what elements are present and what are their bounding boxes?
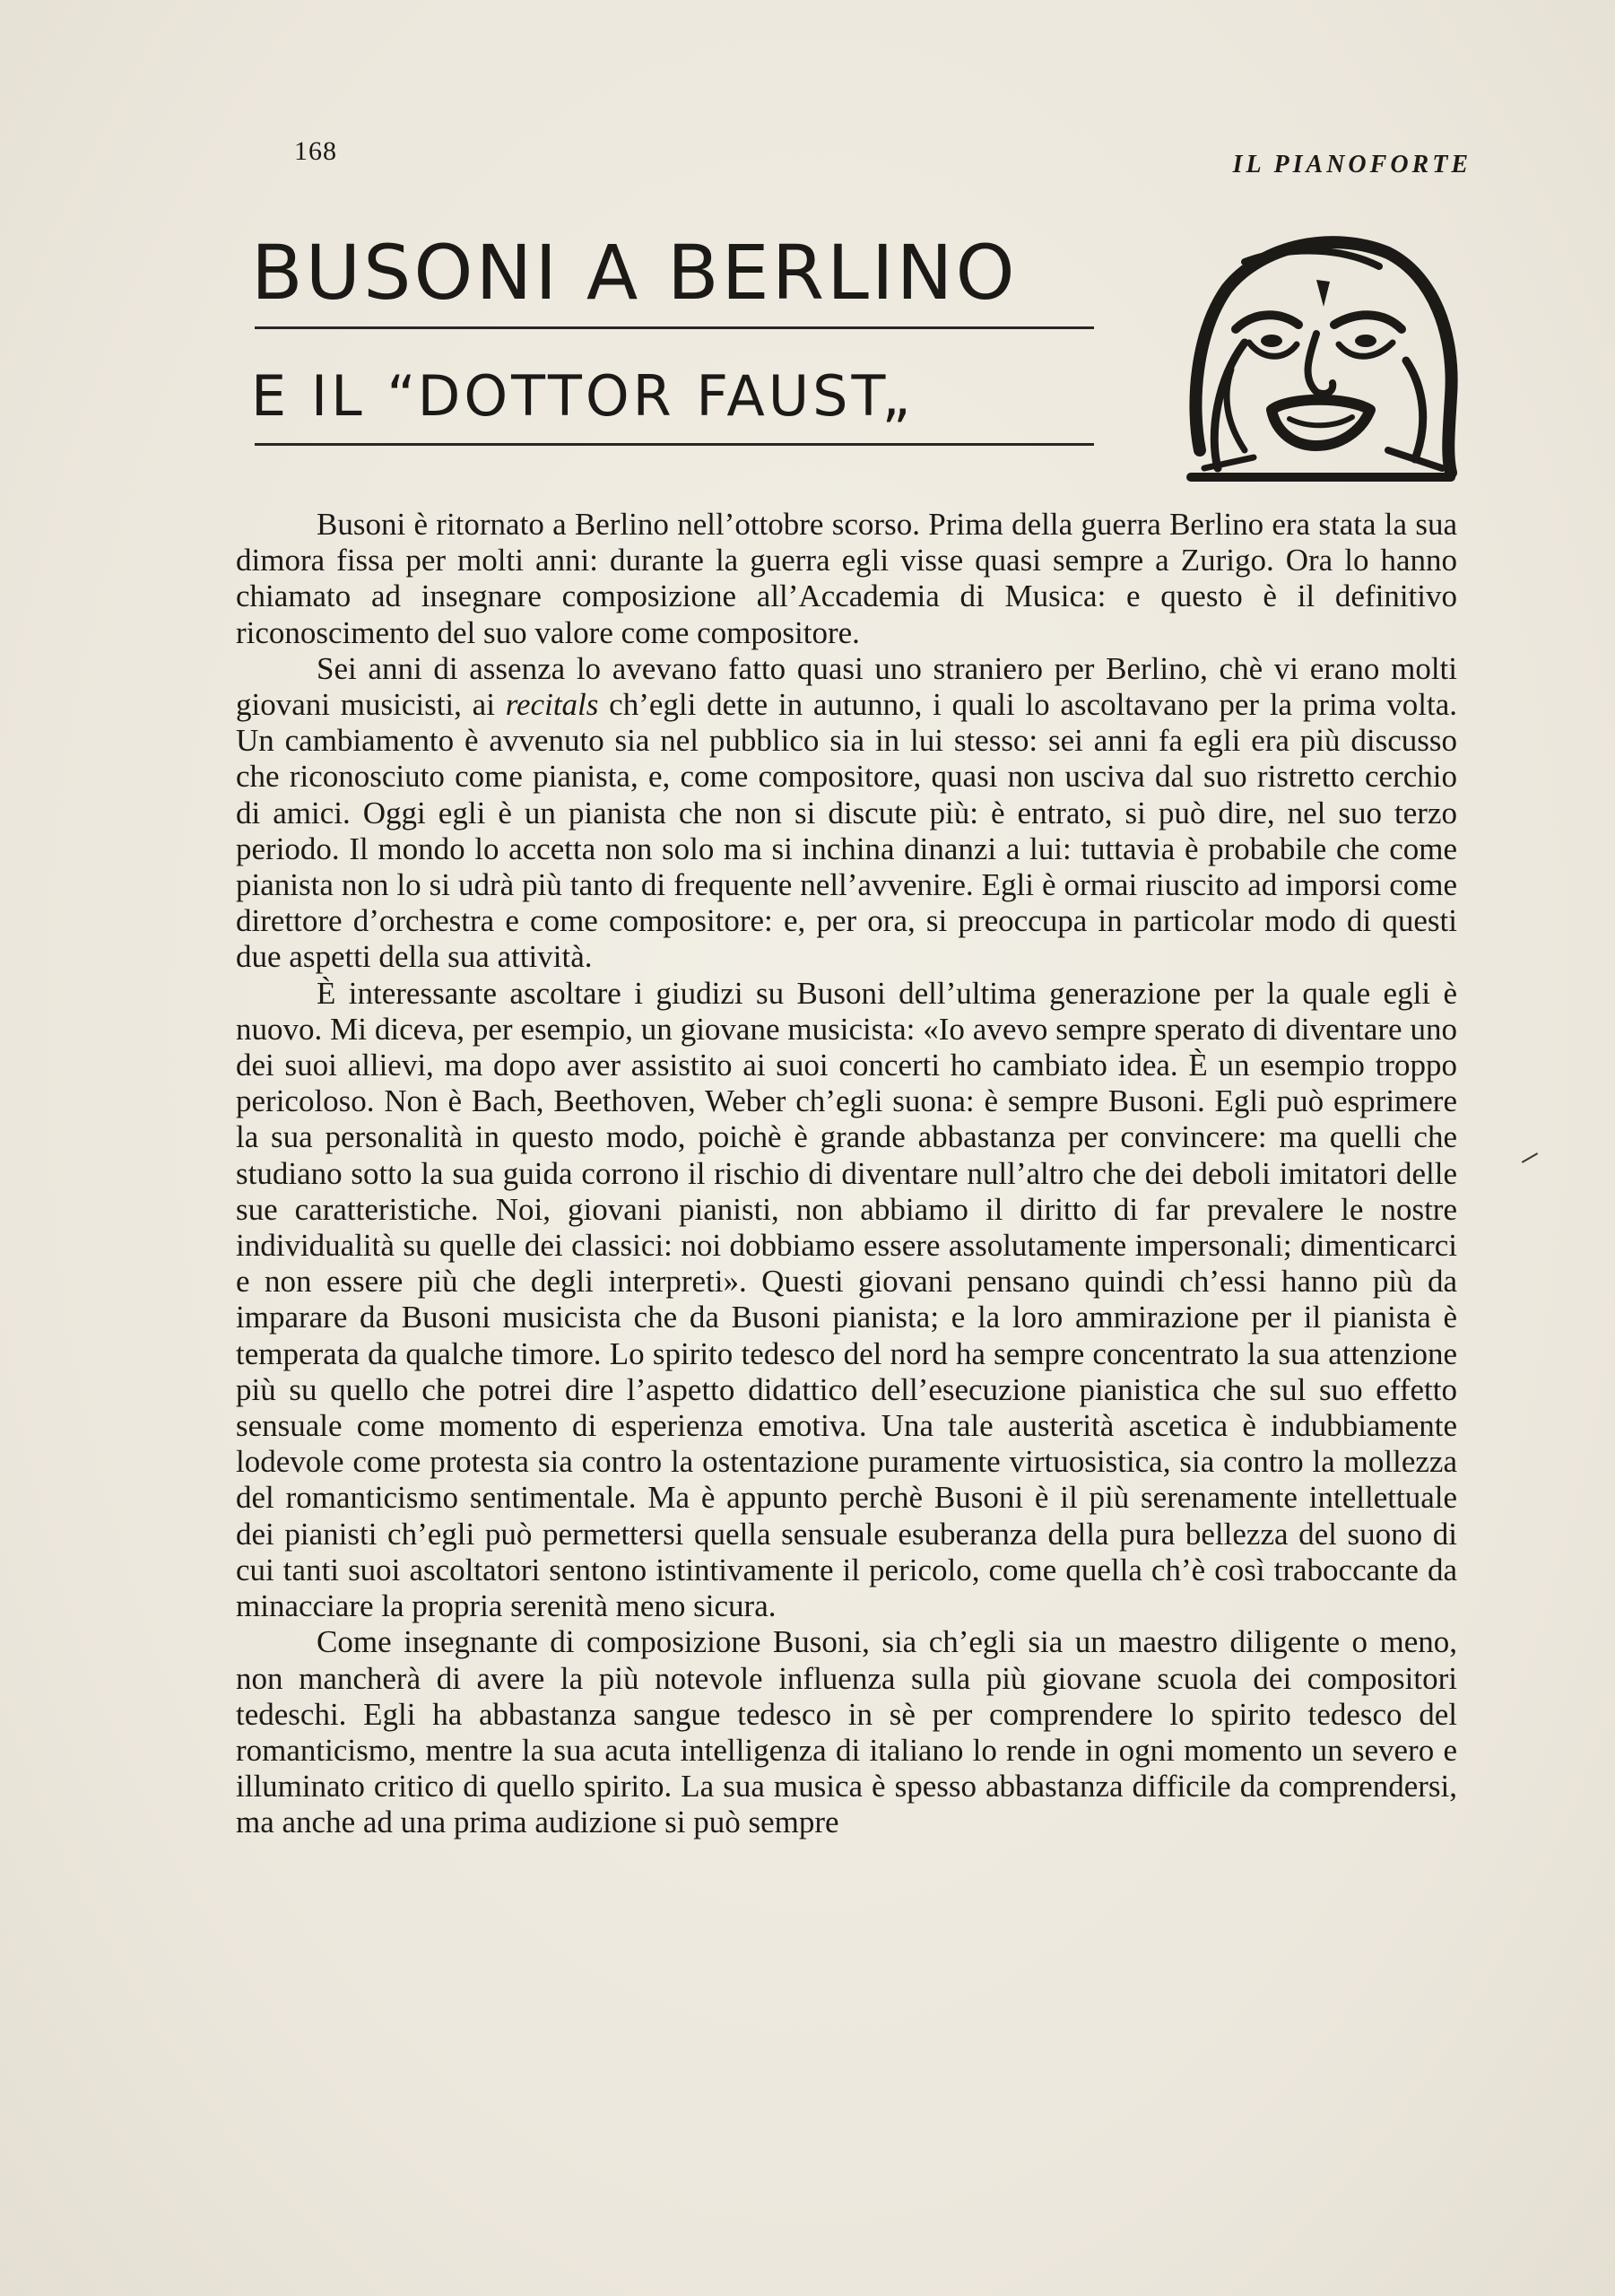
paragraph: È interessante ascoltare i giudizi su Busoni dell’ultima generazione per la quale egli è nuovo. Mi diceva, per esempio, un giovane musicista: «Io avevo sempre sperato di diventare uno dei suoi allievi, ma dopo aver assistito ai suoi concerti ho cambiato idea. È un esempio troppo pericoloso. Non è Bach, Beethoven, Weber ch’egli suona: è sempre Busoni. Egli può esprimere la sua personalità in questo modo, poichè è grande abbastanza per convincere: ma quelli che studiano sotto la sua guida corrono il rischio di diventare null’altro che dei deboli imitatori delle sue caratteristiche. Noi, giovani pianisti, non abbiamo il diritto di far prevalere le nostre individualità su quelle dei classici: noi dobbiamo essere assolutamente impersonali; dimenticarci e non essere più che degli interpreti». Questi giovani pensano quindi ch’essi hanno più da imparare da Busoni musicista che da Busoni pianista; e la loro ammirazione per il pianista è temperata da qualche timore. Lo spirito tedesco del nord ha sempre concentrato la sua attenzione più su quello che potrei dire l’aspetto didattico dell’esecuzione pianistica che sul suo effetto sensuale come momento di esperienza emotiva. Una tale austerità ascetica è indubbiamente lodevole come protesta sia contro la ostentazione puramente virtuosistica, sia contro la mollezza del romanticismo sentimentale. Ma è appunto perchè Busoni è il più serenamente intellettuale dei pianisti ch’egli può permettersi quella sensuale esuberanza della pura bellezza del suono di cui tanti suoi ascoltatori sentono istintivamente il pericolo, come quella ch’è così traboccante da minacciare la propria serenità meno sicura. <box>236 975 1457 1624</box>
italic-term: recitals <box>505 687 599 723</box>
paragraph: Sei anni di assenza lo avevano fatto quasi uno straniero per Berlino, chè vi erano molti giovani musicisti, ai recitals ch’egli dette in autunno, i quali lo ascoltavano per la prima volta. Un cambiamento è avvenuto sia nel pubblico sia in lui stesso: sei anni fa egli era più discusso che riconosciuto come pianista, e, come compositore, quasi non usciva dal suo ristretto cerchio di amici. Oggi egli è un pianista che non si discute più: è entrato, si può dire, nel suo terzo periodo. Il mondo lo accetta non solo ma si inchina dinanzi a lui: tuttavia è probabile che come pianista non lo si udrà più tanto di frequente nell’avvenire. Egli è ormai riuscito ad imporsi come direttore d’orchestra e come compositore: e, per ora, si preoccupa in particolar modo di questi due aspetti della sua attività. <box>236 650 1457 975</box>
busoni-portrait-icon <box>1182 226 1462 483</box>
pencil-mark <box>1522 1152 1538 1163</box>
subtitle-rule <box>255 443 1094 446</box>
title-rule <box>255 326 1094 329</box>
article-body <box>236 507 1457 1841</box>
article-title: BUSONI A BERLINO <box>251 229 1018 317</box>
page-number: 168 <box>294 136 337 166</box>
article-subtitle: E IL “DOTTOR FAUST„ <box>251 363 915 429</box>
paragraph: Come insegnante di composizione Busoni, sia ch’egli sia un maestro diligente o meno, non mancherà di avere la più notevole influenza sulla più giovane scuola dei compositori tedeschi. Egli ha abbastanza sangue tedesco in sè per comprendere lo spirito tedesco del romanticismo, mentre la sua acuta intelligenza di italiano lo rende in ogni momento un severo e illuminato critico di quello spirito. La sua musica è spesso abbastanza difficile da comprendersi, ma anche ad una prima audizione si può sempre <box>236 1624 1457 1840</box>
running-head: IL PIANOFORTE <box>1232 151 1472 178</box>
paragraph: Busoni è ritornato a Berlino nell’ottobre scorso. Prima della guerra Berlino era stata la sua dimora fissa per molti anni: durante la guerra egli visse quasi sempre a Zurigo. Ora lo hanno chiamato ad insegnare composizione all’Accademia di Musica: e questo è il definitivo riconoscimento del suo valore come compositore. <box>236 507 1457 650</box>
